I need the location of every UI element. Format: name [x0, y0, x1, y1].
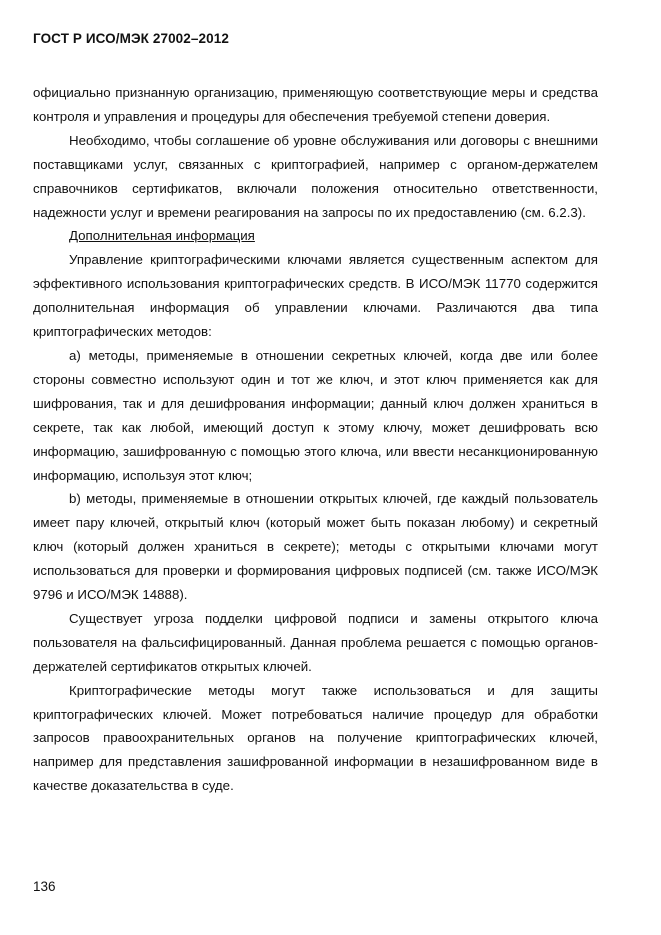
list-item-b: b) методы, применяемые в отношении открытых ключей, где каждый пользователь имеет пару ключей, открытый ключ (который может быть показан любому) и секретный ключ (который должен храниться в секрете); методы с открытыми ключами могут использоваться для проверки и формирования цифровых подписей (см. также ИСО/МЭК 9796 и ИСО/МЭК 14888). — [33, 491, 598, 603]
paragraph-continuation: официально признанную организацию, применяющую соответствующие меры и средства контроля и управления и процедуры для обеспечения требуемой степени доверия. — [33, 85, 598, 124]
document-header: ГОСТ Р ИСО/МЭК 27002–2012 — [33, 31, 229, 46]
paragraph-service-agreement: Необходимо, чтобы соглашение об уровне обслуживания или договоры с внешними поставщиками услуг, связанных с криптографией, например с органом-держателем справочников сертификатов, включали положения относительно ответственности, надежности услуг и времени реагирования на запросы по их предоставлению (см. 6.2.3). — [33, 132, 598, 220]
document-body — [33, 81, 598, 798]
paragraph-key-management: Управление криптографическими ключами является существенным аспектом для эффективного использования криптографических средств. В ИСО/МЭК 11770 содержится дополнительная информация об управлении ключами. Различаются два типа криптографических методов: — [33, 252, 598, 340]
paragraph-signature-threat: Существует угроза подделки цифровой подписи и замены открытого ключа пользователя на фальсифицированный. Данная проблема решается с помощью органов-держателей сертификатов открытых ключей. — [33, 610, 598, 674]
section-heading-text: Дополнительная информация — [69, 228, 255, 244]
list-item-a: а) методы, применяемые в отношении секретных ключей, когда две или более стороны совместно используют один и тот же ключ, и этот ключ применяется как для шифрования, так и для дешифрования информации; данный ключ должен храниться в секрете, так как любой, имеющий доступ к этому ключу, может дешифровать всю информацию, зашифрованную с помощью этого ключа, или ввести несанкционированную информацию, используя этот ключ; — [33, 347, 598, 483]
paragraph-key-protection: Криптографические методы могут также использоваться и для защиты криптографических ключей. Может потребоваться наличие процедур для обработки запросов правоохранительных органов на получение криптографических ключей, например для представления зашифрованной информации в незашифрованном виде в качестве доказательства в суде. — [33, 682, 598, 794]
page-number: 136 — [33, 879, 56, 894]
section-heading — [33, 224, 598, 248]
